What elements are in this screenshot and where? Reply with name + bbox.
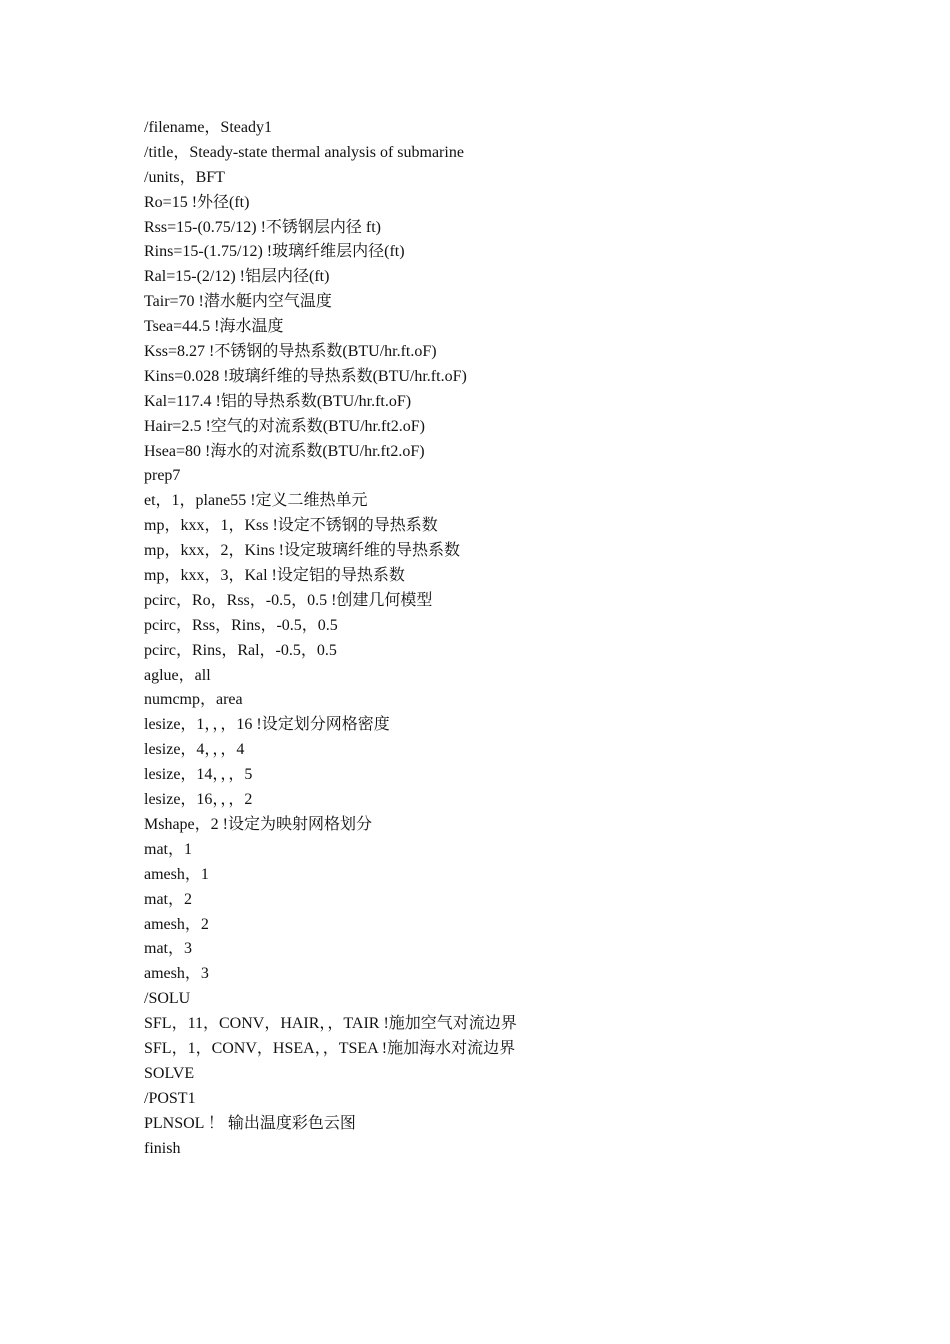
code-line: pcirc，Rins，Ral，-0.5，0.5 <box>144 641 337 659</box>
code-line: Tair=70 !潜水艇内空气温度 <box>144 293 332 311</box>
code-line: mat，1 <box>144 840 192 858</box>
code-line: Kins=0.028 !玻璃纤维的导热系数(BTU/hr.ft.oF) <box>144 367 467 385</box>
code-line: mp，kxx，1，Kss !设定不锈钢的导热系数 <box>144 517 438 535</box>
code-line: amesh，2 <box>144 915 209 933</box>
code-line: et，1，plane55 !定义二维热单元 <box>144 492 368 510</box>
code-line: Rss=15-(0.75/12) !不锈钢层内径 ft) <box>144 218 382 236</box>
code-line: Rins=15-(1.75/12) !玻璃纤维层内径(ft) <box>144 243 405 261</box>
code-line: mp，kxx，3，Kal !设定铝的导热系数 <box>144 567 405 585</box>
code-line: amesh，3 <box>144 965 209 983</box>
code-line: SFL，1，CONV，HSEA，，TSEA !施加海水对流边界 <box>144 1039 516 1057</box>
code-line: Kss=8.27 !不锈钢的导热系数(BTU/hr.ft.oF) <box>144 343 437 361</box>
code-line: mat，2 <box>144 890 192 908</box>
code-line: lesize，14，，，5 <box>144 766 253 784</box>
code-line: lesize，4，，，4 <box>144 741 245 759</box>
code-line: /POST1 <box>144 1089 196 1107</box>
code-line: mp，kxx，2，Kins !设定玻璃纤维的导热系数 <box>144 542 461 560</box>
code-line: prep7 <box>144 467 181 485</box>
code-line: pcirc，Rss，Rins，-0.5，0.5 <box>144 616 338 634</box>
code-line: aglue，all <box>144 666 211 684</box>
code-line: Hair=2.5 !空气的对流系数(BTU/hr.ft2.oF) <box>144 417 426 435</box>
code-line: Tsea=44.5 !海水温度 <box>144 318 284 336</box>
code-line: /units，BFT <box>144 168 225 186</box>
code-line: amesh，1 <box>144 865 209 883</box>
code-line: lesize，1，，，16 !设定划分网格密度 <box>144 716 390 734</box>
code-line: Ro=15 !外径(ft) <box>144 193 250 211</box>
code-line: SFL，11，CONV，HAIR，，TAIR !施加空气对流边界 <box>144 1015 517 1033</box>
code-line: finish <box>144 1139 181 1157</box>
ansys-command-listing <box>144 116 904 1161</box>
code-line: /SOLU <box>144 990 191 1008</box>
code-line: PLNSOL ！ 输出温度彩色云图 <box>144 1114 356 1132</box>
code-line: Ral=15-(2/12) !铝层内径(ft) <box>144 268 330 286</box>
code-line: /filename，Steady1 <box>144 119 272 136</box>
code-line: Kal=117.4 !铝的导热系数(BTU/hr.ft.oF) <box>144 392 412 410</box>
code-line: SOLVE <box>144 1064 195 1082</box>
code-line: lesize，16，，，2 <box>144 791 253 809</box>
code-line: mat，3 <box>144 940 192 958</box>
code-line: pcirc，Ro，Rss，-0.5，0.5 !创建几何模型 <box>144 591 433 609</box>
code-line: numcmp，area <box>144 691 243 709</box>
code-line: /title，Steady-state thermal analysis of submarine <box>144 143 464 161</box>
code-line: Hsea=80 !海水的对流系数(BTU/hr.ft2.oF) <box>144 442 425 460</box>
code-line: Mshape，2 !设定为映射网格划分 <box>144 815 372 833</box>
